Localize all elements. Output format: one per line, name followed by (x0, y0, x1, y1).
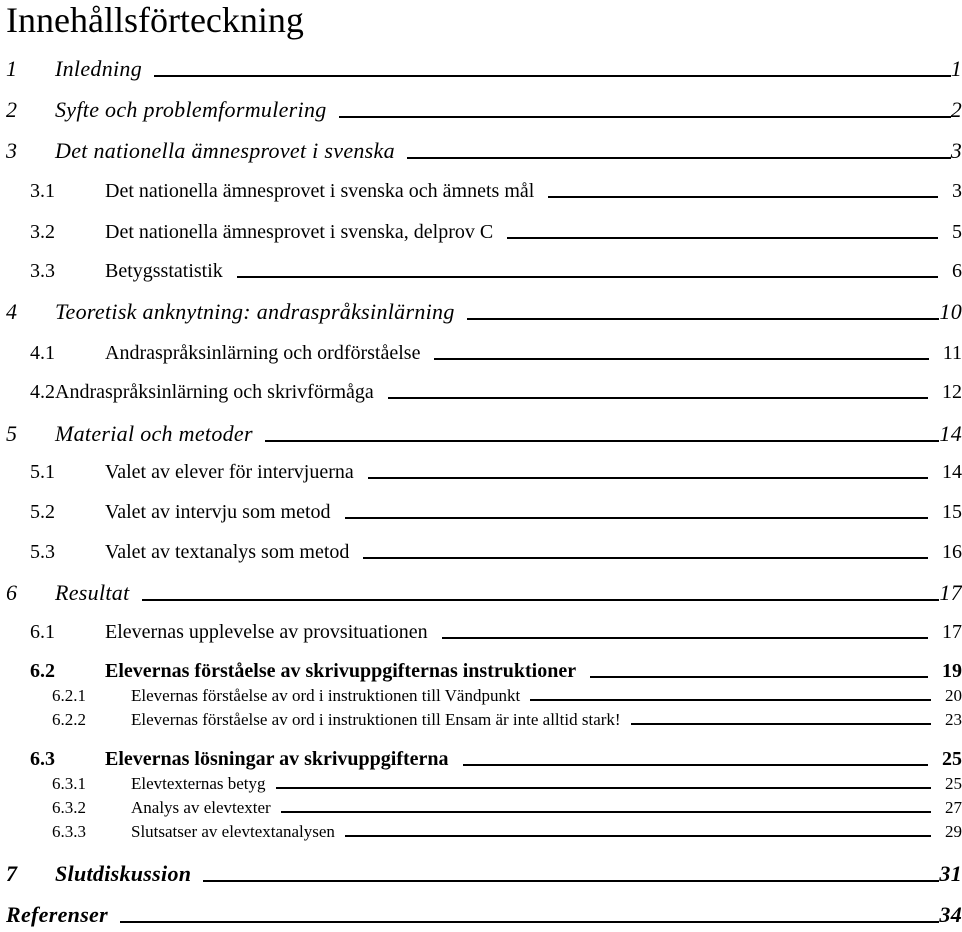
toc-number: 4.1 (30, 342, 55, 364)
toc-leader-line (154, 75, 951, 77)
toc-leader-line (388, 397, 928, 399)
toc-leader-line (548, 196, 938, 198)
toc-page-number: 16 (942, 541, 962, 563)
toc-label: Elevernas förståelse av skrivuppgifternas instruktioner (105, 660, 577, 682)
toc-page-number: 29 (945, 822, 962, 841)
toc-leader-line (442, 637, 928, 639)
toc-page-number: 5 (952, 221, 962, 243)
page-title: Innehållsförteckning (6, 0, 304, 40)
toc-leader-line (434, 358, 928, 360)
toc-page-number: 15 (942, 501, 962, 523)
toc-label: Elevtexternas betyg (131, 774, 266, 793)
toc-label: Andraspråksinlärning och ordförståelse (105, 342, 421, 364)
toc-label: Det nationella ämnesprovet i svenska och ämnets mål (105, 180, 535, 202)
toc-label: Slutsatser av elevtextanalysen (131, 822, 335, 841)
toc-leader-line (345, 835, 931, 837)
toc-number: 4.2 (30, 381, 55, 403)
toc-number: 3 (6, 138, 18, 163)
toc-number: 5.2 (30, 501, 55, 523)
toc-label: Syfte och problemformulering (55, 97, 327, 122)
toc-entry-5[interactable] (6, 421, 962, 447)
toc-entry-4-1[interactable] (6, 341, 962, 365)
toc-leader-line (345, 517, 928, 519)
toc-page-number: 25 (945, 774, 962, 793)
toc-number: 6.3.2 (52, 798, 86, 817)
toc-number: 6.3.1 (52, 774, 86, 793)
toc-page-number: 27 (945, 798, 962, 817)
toc-label: Det nationella ämnesprovet i svenska (55, 138, 395, 163)
toc-label: Elevernas förståelse av ord i instruktionen till Vändpunkt (131, 686, 521, 705)
toc-number: 6.2.2 (52, 710, 86, 729)
toc-leader-line (463, 764, 928, 766)
toc-label: Resultat (55, 580, 130, 605)
toc-leader-line (265, 440, 940, 442)
toc-entry-4-2[interactable] (6, 380, 962, 404)
toc-number: 6 (6, 580, 18, 605)
toc-label: Elevernas upplevelse av provsituationen (105, 621, 428, 643)
toc-leader-line (467, 318, 940, 320)
toc-number: 3.2 (30, 221, 55, 243)
toc-label: Slutdiskussion (55, 861, 192, 886)
toc-leader-line (407, 157, 951, 159)
toc-entry-1[interactable] (6, 56, 962, 82)
toc-label: Valet av intervju som metod (105, 501, 331, 523)
toc-number: 3.1 (30, 180, 55, 202)
toc-leader-line (530, 699, 931, 701)
toc-leader-line (142, 599, 940, 601)
toc-label: Analys av elevtexter (131, 798, 271, 817)
toc-label: Det nationella ämnesprovet i svenska, delprov C (105, 221, 494, 243)
toc-entry-7[interactable] (6, 861, 962, 887)
toc-leader-line (631, 723, 931, 725)
toc-leader-line (203, 880, 939, 882)
toc-label: Valet av elever för intervjuerna (105, 461, 354, 483)
toc-number: 6.2 (30, 660, 55, 682)
toc-page-number: 3 (950, 138, 962, 163)
toc-entry-5-2[interactable] (6, 500, 962, 524)
toc-entry-6-2[interactable] (6, 659, 962, 683)
toc-page-number: 2 (950, 97, 962, 122)
toc-page-number: 34 (939, 902, 962, 927)
toc-page-number: 17 (942, 621, 962, 643)
toc-entry-2[interactable] (6, 97, 962, 123)
toc-entry-5-1[interactable] (6, 460, 962, 484)
toc-number: 4 (6, 299, 18, 324)
toc-label: Elevernas lösningar av skrivuppgifterna (105, 748, 449, 770)
toc-page-number: 14 (942, 461, 962, 483)
toc-leader-line (237, 276, 938, 278)
toc-number: 6.3.3 (52, 822, 86, 841)
toc-number: 6.2.1 (52, 686, 86, 705)
toc-page-number: 12 (942, 381, 962, 403)
toc-label: Inledning (55, 56, 143, 81)
toc-leader-line (368, 477, 928, 479)
toc-label: Teoretisk anknytning: andraspråksinlärning (55, 299, 455, 324)
toc-number: 1 (6, 56, 18, 81)
toc-number: 3.3 (30, 260, 55, 282)
toc-entry-6[interactable] (6, 580, 962, 606)
toc-label: Betygsstatistik (105, 260, 223, 282)
toc-page-number: 14 (939, 421, 962, 446)
toc-entry-3-1[interactable] (6, 179, 962, 203)
toc-entry-references[interactable] (6, 902, 962, 928)
toc-page-number: 23 (945, 710, 962, 729)
toc-label: Valet av textanalys som metod (105, 541, 350, 563)
toc-page-number: 25 (942, 748, 962, 770)
toc-number: 5.3 (30, 541, 55, 563)
toc-entry-6-3-3[interactable] (6, 822, 962, 842)
toc-page-number: 31 (939, 861, 962, 886)
toc-leader-line (507, 237, 938, 239)
toc-leader-line (339, 116, 951, 118)
toc-page-number: 17 (939, 580, 962, 605)
toc-leader-line (363, 557, 928, 559)
toc-entry-3-2[interactable] (6, 220, 962, 244)
toc-entry-4[interactable] (6, 299, 962, 325)
toc-entry-6-3-1[interactable] (6, 774, 962, 794)
toc-page-number: 11 (942, 342, 962, 364)
toc-number: 7 (6, 861, 18, 886)
toc-entry-6-1[interactable] (6, 620, 962, 644)
toc-page-number: 3 (952, 180, 962, 202)
toc-entry-6-2-1[interactable] (6, 686, 962, 706)
toc-entry-5-3[interactable] (6, 540, 962, 564)
toc-leader-line (276, 787, 931, 789)
toc-leader-line (281, 811, 931, 813)
toc-label: Elevernas förståelse av ord i instruktionen till Ensam är inte alltid stark! (131, 710, 621, 729)
toc-number: 6.3 (30, 748, 55, 770)
toc-number: 5 (6, 421, 18, 446)
toc-entry-6-3[interactable] (6, 747, 962, 771)
toc-page-number: 6 (952, 260, 962, 282)
toc-number: 2 (6, 97, 18, 122)
toc-leader-line (120, 921, 939, 923)
toc-number: 6.1 (30, 621, 55, 643)
toc-label: Andraspråksinlärning och skrivförmåga (55, 381, 374, 403)
toc-number: 5.1 (30, 461, 55, 483)
toc-page-number: 10 (939, 299, 962, 324)
toc-page-number: 19 (942, 660, 962, 682)
toc-label: Material och metoder (55, 421, 253, 446)
toc-leader-line (590, 676, 928, 678)
toc-entry-3-3[interactable] (6, 259, 962, 283)
toc-entry-3[interactable] (6, 138, 962, 164)
toc-entry-6-2-2[interactable] (6, 710, 962, 730)
toc-page-number: 1 (950, 56, 962, 81)
toc-entry-6-3-2[interactable] (6, 798, 962, 818)
toc-page-number: 20 (945, 686, 962, 705)
toc-label: Referenser (6, 902, 108, 927)
